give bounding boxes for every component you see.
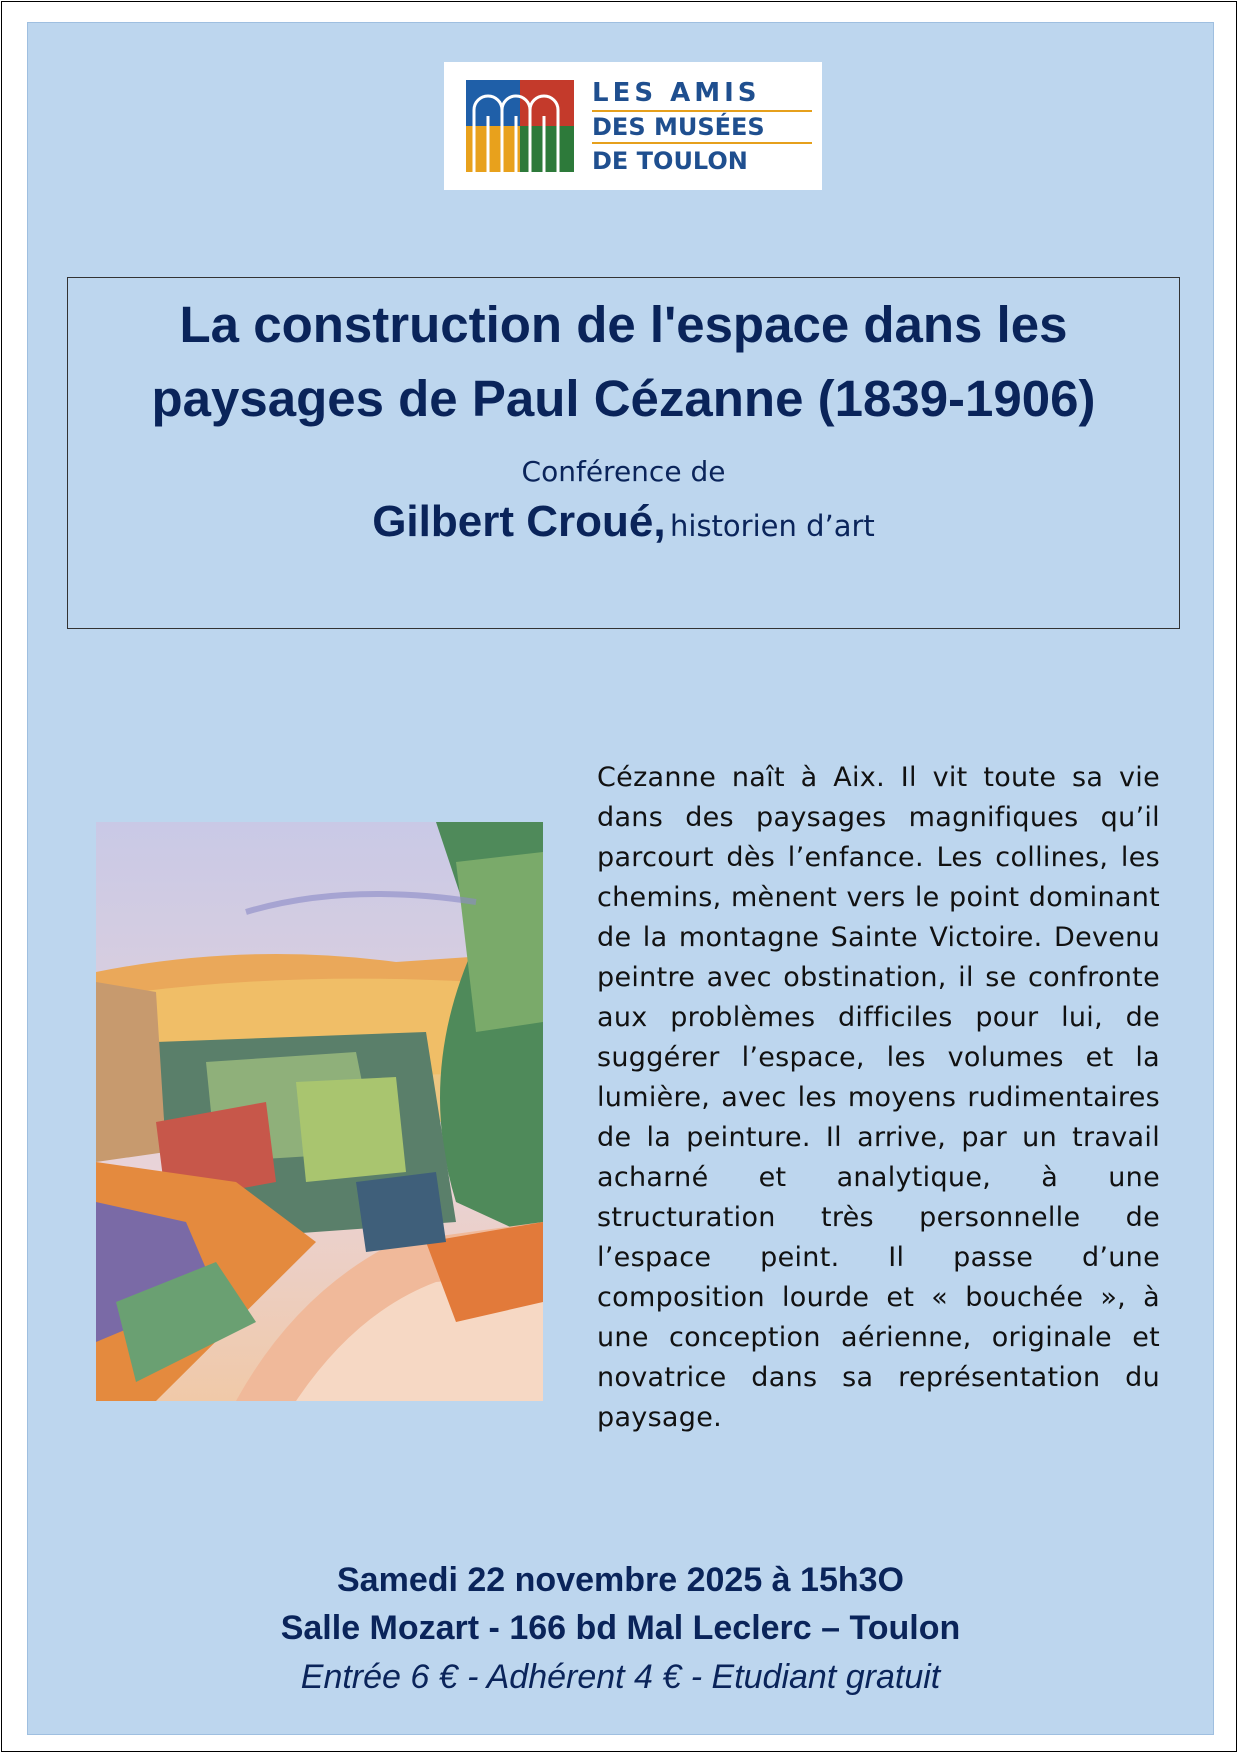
museum-logo	[444, 62, 822, 190]
event-prices: Entrée 6 € - Adhérent 4 € - Etudiant gratuit	[300, 1658, 941, 1696]
lecture-title	[88, 288, 1159, 436]
conference-label: Conférence de	[521, 455, 726, 488]
logo-line-1: LES AMIS	[592, 78, 761, 108]
lecture-title-line-1: La construction de l'espace dans les	[179, 296, 1068, 353]
logo-line-3: DE TOULON	[592, 147, 748, 175]
speaker-name: Gilbert Croué,	[372, 497, 666, 546]
event-venue: Salle Mozart - 166 bd Mal Leclerc – Toulon	[280, 1609, 961, 1647]
event-date: Samedi 22 novembre 2025 à 15h3O	[337, 1561, 904, 1599]
logo-wordmark	[592, 76, 812, 178]
speaker-line	[68, 494, 1179, 560]
lecture-title-line-2: paysages de Paul Cézanne (1839-1906)	[151, 370, 1096, 427]
logo-line-2: DES MUSÉES	[592, 110, 812, 144]
title-box	[67, 277, 1180, 629]
cezanne-painting-image	[96, 822, 543, 1401]
arches-logo-icon	[466, 80, 574, 172]
speaker-role: historien d’art	[670, 509, 875, 543]
event-info	[27, 1556, 1214, 1702]
lecture-description: Cézanne naît à Aix. Il vit toute sa vie dans des paysages magnifiques qu’il parcourt dès l’enfance. Les collines, les chemins, mènent vers le point dominant de la montagne Sainte Victoire. Devenu peintre avec obstination, il se confronte aux problèmes difficiles pour lui, de suggérer l’espace, les volumes et la lumière, avec les moyens rudimentaires de la peinture. Il arrive, par un travail acharné et analytique, à une structuration très personnelle de l’espace peint. Il passe d’une composition lourde et « bouchée », à une conception aérienne, originale et novatrice dans sa représentation du paysage.	[597, 762, 1160, 1433]
